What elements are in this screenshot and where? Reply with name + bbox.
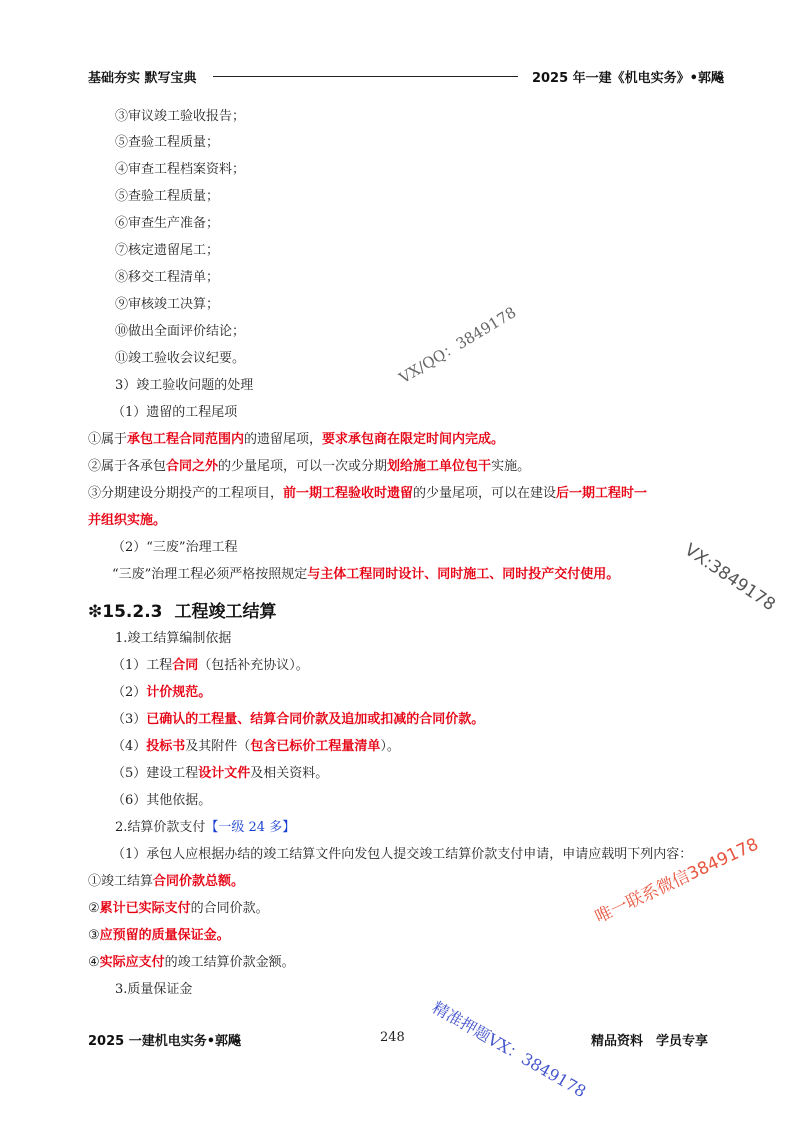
text-line <box>88 485 647 503</box>
text-line <box>115 108 245 126</box>
text-segment: 实施。 <box>491 459 531 474</box>
highlight-text: 合同价款总额。 <box>153 874 245 889</box>
text-line <box>112 539 238 557</box>
highlight-text: 包含已标价工程量清单 <box>250 739 381 754</box>
text-segment: 2.结算价款支付 <box>115 820 206 835</box>
text-segment: ⑥审查生产准备； <box>115 216 220 231</box>
highlight-text: 设计文件 <box>198 766 251 781</box>
watermark: 唯一联系微信3849178 <box>592 834 762 928</box>
section-number: 15.2.3 <box>102 602 163 622</box>
text-line <box>112 684 211 702</box>
text-segment: ）。 <box>380 739 400 754</box>
highlight-text: 应预留的质量保证金。 <box>99 928 230 943</box>
text-segment: “三废”治理工程必须严格按照规定 <box>112 567 308 582</box>
text-segment: ①属于 <box>88 432 128 447</box>
highlight-text: 合同之外 <box>166 459 219 474</box>
text-line <box>112 657 309 675</box>
text-segment: ③ <box>88 928 100 943</box>
section-heading <box>88 597 276 622</box>
page-number: 248 <box>380 1030 405 1045</box>
highlight-text: 累计已实际支付 <box>99 901 191 916</box>
frequency-tag: 【一级 24 多】 <box>205 820 296 835</box>
text-segment: （2） <box>112 685 147 700</box>
text-line <box>115 134 219 152</box>
text-segment: ⑪竣工验收会议纪要。 <box>115 351 246 366</box>
highlight-text: 实际应支付 <box>99 955 165 970</box>
text-segment: （4） <box>112 739 147 754</box>
text-line <box>115 981 192 999</box>
text-segment: （1）遗留的工程尾项 <box>112 405 238 420</box>
watermark: VX:3849178 <box>680 540 779 616</box>
highlight-text: 后一期工程时一 <box>556 486 648 501</box>
page-header <box>88 66 724 86</box>
text-segment: ⑧移交工程清单； <box>115 270 220 285</box>
text-line <box>115 323 245 341</box>
watermark: 精准押题VX：3849178 <box>429 997 590 1102</box>
highlight-text: 已确认的工程量、结算合同价款及追加或扣减的合同价款。 <box>146 712 485 727</box>
text-segment: ③审议竣工验收报告； <box>115 109 246 124</box>
text-line <box>112 846 692 864</box>
text-line <box>112 792 211 810</box>
text-line <box>88 900 269 918</box>
text-segment: ②属于各承包 <box>88 459 167 474</box>
text-line <box>112 765 328 783</box>
text-line <box>115 296 219 314</box>
text-segment: 3.质量保证金 <box>115 982 193 997</box>
text-segment: ④ <box>88 955 100 970</box>
text-segment: ② <box>88 901 100 916</box>
highlight-text: 前一期工程验收时遗留 <box>283 486 414 501</box>
text-segment: 1.竣工结算编制依据 <box>115 631 232 646</box>
header-left-title: 基础夯实 默写宝典 <box>88 70 197 86</box>
text-line <box>115 630 231 648</box>
text-segment: （5）建设工程 <box>112 766 199 781</box>
highlight-text: 合同 <box>172 658 199 673</box>
text-line <box>115 377 253 395</box>
text-segment: （1）工程 <box>112 658 173 673</box>
text-segment: ⑨审核竣工决算； <box>115 297 220 312</box>
text-line <box>88 458 530 476</box>
text-segment: ⑤查验工程质量； <box>115 189 220 204</box>
text-line <box>112 566 619 584</box>
text-line <box>115 269 219 287</box>
highlight-text: 计价规范。 <box>146 685 212 700</box>
text-line <box>115 161 245 179</box>
highlight-text: 并组织实施。 <box>88 513 167 528</box>
text-segment: 的遗留尾项， <box>244 432 323 447</box>
text-line <box>88 954 295 972</box>
section-title: 工程竣工结算 <box>174 602 277 622</box>
text-line <box>112 404 237 422</box>
text-segment: （1）承包人应根据办结的竣工结算文件向发包人提交竣工结算价款支付申请，申请应载明下列内容： <box>112 847 693 862</box>
text-line <box>88 873 244 891</box>
text-line <box>112 738 400 756</box>
watermark: VX/QQ：3849178 <box>396 303 520 388</box>
text-segment: 及相关资料。 <box>250 766 329 781</box>
text-segment: 的合同价款。 <box>190 901 269 916</box>
text-line <box>115 819 295 837</box>
highlight-text: 要求承包商在限定时间内完成。 <box>322 432 505 447</box>
text-line <box>115 188 219 206</box>
text-line <box>115 242 219 260</box>
text-line <box>115 215 219 233</box>
header-rule <box>213 76 518 77</box>
text-segment: 的少量尾项，可以一次或分期 <box>218 459 388 474</box>
text-segment: （6）其他依据。 <box>112 793 212 808</box>
highlight-text: 与主体工程同时设计、同时施工、同时投产交付使用。 <box>307 567 620 582</box>
highlight-text: 划给施工单位包干 <box>387 459 492 474</box>
text-segment: （3） <box>112 712 147 727</box>
text-line <box>88 512 166 530</box>
text-segment: ①竣工结算 <box>88 874 154 889</box>
text-line <box>115 350 245 368</box>
text-segment: 及其附件（ <box>185 739 251 754</box>
header-right-title: 2025 年一建《机电实务》•郭飚 <box>531 70 724 86</box>
text-segment: ⑤查验工程质量； <box>115 135 220 150</box>
footer-left: 2025 一建机电实务•郭飚 <box>88 1034 242 1049</box>
text-segment: ④审查工程档案资料； <box>115 162 246 177</box>
text-segment: ③分期建设分期投产的工程项目， <box>88 486 284 501</box>
text-line <box>88 927 230 945</box>
section-mark-icon: ❇ <box>88 602 103 622</box>
text-segment: ⑦核定遗留尾工； <box>115 243 220 258</box>
text-line <box>88 431 504 449</box>
text-segment: 的少量尾项，可以在建设 <box>413 486 557 501</box>
text-segment: ⑩做出全面评价结论； <box>115 324 246 339</box>
text-segment: 的竣工结算价款金额。 <box>164 955 295 970</box>
highlight-text: 承包工程合同范围内 <box>127 432 245 447</box>
text-line <box>112 711 484 729</box>
highlight-text: 投标书 <box>146 739 186 754</box>
footer-right: 精品资料 学员专享 <box>591 1034 709 1049</box>
text-segment: （包括补充协议）。 <box>198 658 309 673</box>
text-segment: 3）竣工验收问题的处理 <box>115 378 254 393</box>
text-segment: （2）“三废”治理工程 <box>112 540 238 555</box>
